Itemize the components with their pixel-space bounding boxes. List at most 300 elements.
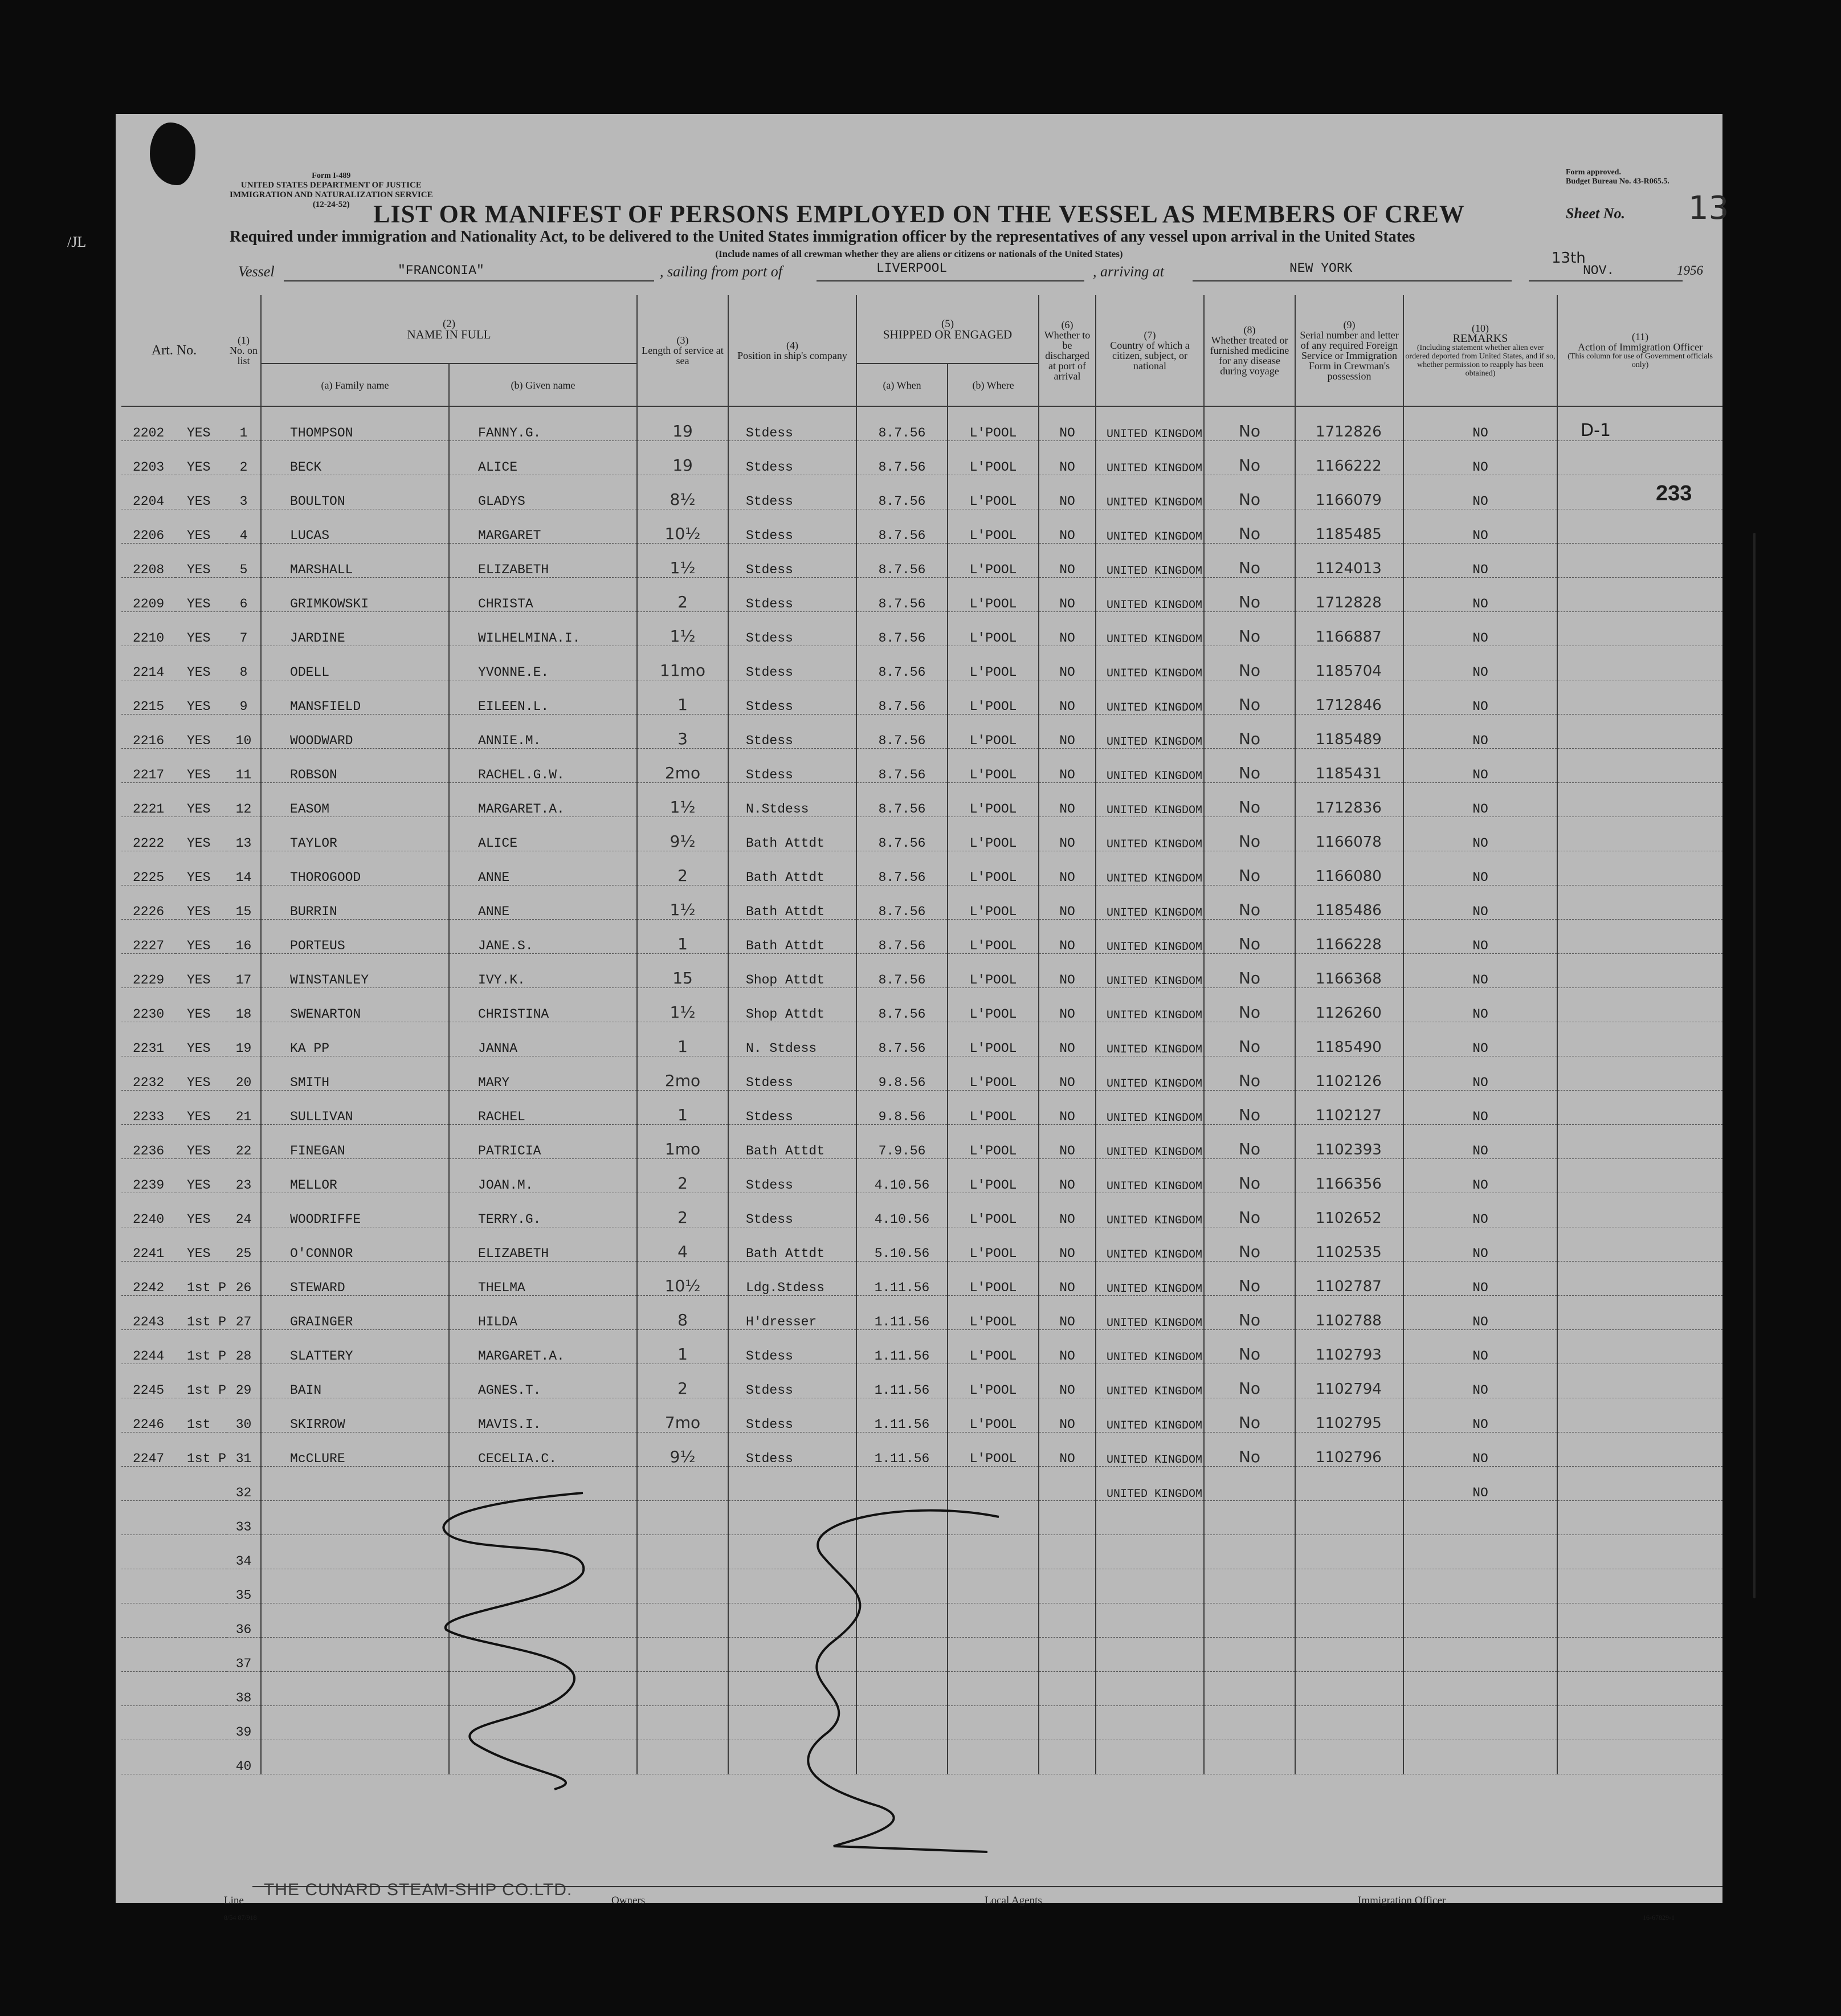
cell-medicine: No — [1204, 680, 1295, 715]
cell-country — [1096, 1672, 1204, 1706]
cell-no: 17 — [227, 954, 261, 988]
cell-service — [637, 1638, 728, 1672]
cell-action — [1557, 1706, 1722, 1740]
cell-country: UNITED KINGDOM — [1096, 1091, 1204, 1125]
cell-remarks: NO — [1403, 406, 1557, 441]
cell-art: 2202 — [121, 406, 175, 441]
table-row — [121, 954, 1722, 988]
cell-family: EASOM — [261, 783, 449, 817]
cell-flag: YES — [175, 851, 227, 885]
cell-country: UNITED KINGDOM — [1096, 578, 1204, 612]
cell-family: KA PP — [261, 1022, 449, 1056]
cell-art: 2244 — [121, 1330, 175, 1364]
cell-flag: YES — [175, 1125, 227, 1159]
cell-no: 12 — [227, 783, 261, 817]
cell-discharged — [1039, 1535, 1096, 1569]
cell-medicine — [1204, 1740, 1295, 1774]
cell-family: SLATTERY — [261, 1330, 449, 1364]
cell-art: 2221 — [121, 783, 175, 817]
cell-action — [1557, 1467, 1722, 1501]
cell-given: RACHEL.G.W. — [449, 749, 637, 783]
approved-line-1: Form approved. — [1566, 168, 1621, 177]
cell-no: 6 — [227, 578, 261, 612]
sheet-number-label: Sheet No. — [1566, 205, 1625, 222]
cell-service — [637, 1740, 728, 1774]
cell-remarks: NO — [1403, 680, 1557, 715]
cell-action — [1557, 1672, 1722, 1706]
cell-action: D-1 — [1557, 406, 1722, 441]
col10-header: (10) REMARKS (Including statement whether alien ever ordered deported from United States, and if so, whether permission to reapply has been obtained) — [1403, 295, 1557, 406]
cell-when: 1.11.56 — [856, 1296, 948, 1330]
cell-serial — [1295, 1501, 1403, 1535]
cell-flag: 1st — [175, 1398, 227, 1433]
cell-country: UNITED KINGDOM — [1096, 1056, 1204, 1091]
cell-discharged: NO — [1039, 1398, 1096, 1433]
cell-family: TAYLOR — [261, 817, 449, 851]
form-number: Form I-489 — [312, 172, 351, 180]
cell-when: 8.7.56 — [856, 715, 948, 749]
cell-where: L'POOL — [948, 612, 1039, 646]
cell-art: 2247 — [121, 1433, 175, 1467]
approved-line-2: Budget Bureau No. 43-R065.5. — [1566, 177, 1669, 186]
cell-service: 4 — [637, 1227, 728, 1262]
cell-service: 1 — [637, 1330, 728, 1364]
vessel-label: Vessel — [238, 263, 275, 280]
cell-given: HILDA — [449, 1296, 637, 1330]
cell-family: FINEGAN — [261, 1125, 449, 1159]
cell-remarks: NO — [1403, 475, 1557, 509]
cell-country: UNITED KINGDOM — [1096, 509, 1204, 544]
cell-action — [1557, 1056, 1722, 1091]
cell-flag — [175, 1535, 227, 1569]
cell-when: 9.8.56 — [856, 1091, 948, 1125]
cell-serial: 1102794 — [1295, 1364, 1403, 1398]
cell-remarks: NO — [1403, 749, 1557, 783]
local-agents-label: Local Agents — [985, 1895, 1042, 1907]
cell-remarks — [1403, 1740, 1557, 1774]
cell-serial — [1295, 1603, 1403, 1638]
print-code-right: 16-67829-1 — [1643, 1913, 1675, 1921]
cell-art: 2241 — [121, 1227, 175, 1262]
cell-medicine: No — [1204, 1159, 1295, 1193]
cell-medicine: No — [1204, 1022, 1295, 1056]
cell-service — [637, 1603, 728, 1638]
cell-where: L'POOL — [948, 1296, 1039, 1330]
cell-action — [1557, 920, 1722, 954]
approval-block — [1566, 168, 1669, 186]
cell-art — [121, 1740, 175, 1774]
cell-when: 8.7.56 — [856, 578, 948, 612]
cell-remarks — [1403, 1569, 1557, 1603]
cell-no: 21 — [227, 1091, 261, 1125]
cell-medicine: No — [1204, 783, 1295, 817]
cell-serial: 1185485 — [1295, 509, 1403, 544]
include-note: (Include names of all crewman whether they are aliens or citizens or nationals of the United States) — [715, 248, 1123, 259]
cell-position: Stdess — [728, 749, 856, 783]
cell-no: 5 — [227, 544, 261, 578]
cell-when: 8.7.56 — [856, 509, 948, 544]
cell-serial — [1295, 1740, 1403, 1774]
cell-discharged: NO — [1039, 749, 1096, 783]
cell-where: L'POOL — [948, 1159, 1039, 1193]
cell-flag — [175, 1501, 227, 1535]
cell-country — [1096, 1706, 1204, 1740]
cell-country: UNITED KINGDOM — [1096, 1433, 1204, 1467]
cell-serial: 1712836 — [1295, 783, 1403, 817]
cell-remarks: NO — [1403, 920, 1557, 954]
cell-action — [1557, 1262, 1722, 1296]
cell-given: JOAN.M. — [449, 1159, 637, 1193]
cell-country: UNITED KINGDOM — [1096, 1398, 1204, 1433]
cell-action — [1557, 1227, 1722, 1262]
cell-position: Bath Attdt — [728, 817, 856, 851]
cell-position: Stdess — [728, 646, 856, 680]
cell-medicine: No — [1204, 1364, 1295, 1398]
cell-discharged: NO — [1039, 406, 1096, 441]
cell-family: BECK — [261, 441, 449, 475]
cell-country — [1096, 1501, 1204, 1535]
cell-service: 19 — [637, 441, 728, 475]
cell-remarks: NO — [1403, 851, 1557, 885]
cell-where: L'POOL — [948, 920, 1039, 954]
cell-medicine — [1204, 1706, 1295, 1740]
cell-art: 2236 — [121, 1125, 175, 1159]
cell-country: UNITED KINGDOM — [1096, 954, 1204, 988]
table-row — [121, 817, 1722, 851]
cell-service — [637, 1672, 728, 1706]
print-code-left: 8/54 87/918 — [224, 1913, 257, 1921]
cell-discharged — [1039, 1569, 1096, 1603]
cell-serial: 1126260 — [1295, 988, 1403, 1022]
arrival-month: NOV. — [1583, 263, 1615, 278]
cell-service: 1 — [637, 1091, 728, 1125]
sheet-number-value: 13 — [1688, 190, 1729, 227]
cell-medicine: No — [1204, 1193, 1295, 1227]
cell-remarks: NO — [1403, 1227, 1557, 1262]
cell-medicine: No — [1204, 406, 1295, 441]
cell-flag — [175, 1638, 227, 1672]
cell-given: WILHELMINA.I. — [449, 612, 637, 646]
cell-service: 19 — [637, 406, 728, 441]
cell-discharged: NO — [1039, 715, 1096, 749]
cell-when: 8.7.56 — [856, 817, 948, 851]
cell-family: BOULTON — [261, 475, 449, 509]
cell-flag: YES — [175, 817, 227, 851]
cell-action — [1557, 680, 1722, 715]
cell-no: 22 — [227, 1125, 261, 1159]
cell-where: L'POOL — [948, 1056, 1039, 1091]
cell-flag: 1st P — [175, 1330, 227, 1364]
cell-art — [121, 1603, 175, 1638]
cell-remarks: NO — [1403, 1296, 1557, 1330]
cell-no: 19 — [227, 1022, 261, 1056]
cell-discharged: NO — [1039, 988, 1096, 1022]
agency-line-2: IMMIGRATION AND NATURALIZATION SERVICE — [230, 190, 433, 199]
cell-position: Stdess — [728, 680, 856, 715]
cell-action — [1557, 1638, 1722, 1672]
cell-remarks: NO — [1403, 954, 1557, 988]
cell-where: L'POOL — [948, 544, 1039, 578]
cell-flag: YES — [175, 475, 227, 509]
cell-serial: 1166887 — [1295, 612, 1403, 646]
cell-remarks: NO — [1403, 578, 1557, 612]
table-row — [121, 475, 1722, 509]
cell-country: UNITED KINGDOM — [1096, 612, 1204, 646]
cell-discharged: NO — [1039, 1262, 1096, 1296]
cell-family: BAIN — [261, 1364, 449, 1398]
cell-action — [1557, 988, 1722, 1022]
cell-art: 2206 — [121, 509, 175, 544]
line-label: Line — [224, 1895, 244, 1907]
cell-when: 5.10.56 — [856, 1227, 948, 1262]
cell-art: 2245 — [121, 1364, 175, 1398]
cell-service: 2mo — [637, 1056, 728, 1091]
cell-action — [1557, 544, 1722, 578]
cell-flag: YES — [175, 1022, 227, 1056]
cell-action — [1557, 1193, 1722, 1227]
table-row — [121, 1364, 1722, 1398]
cell-art — [121, 1706, 175, 1740]
cell-flag: YES — [175, 885, 227, 920]
cell-medicine: No — [1204, 646, 1295, 680]
document-subtitle: Required under immigration and Nationality Act, to be delivered to the United States immigration officer by the representatives of any vessel upon arrival in the United States — [230, 228, 1415, 246]
cell-when: 4.10.56 — [856, 1159, 948, 1193]
cell-family: LUCAS — [261, 509, 449, 544]
cell-country: UNITED KINGDOM — [1096, 1022, 1204, 1056]
form-date: (12-24-52) — [312, 200, 350, 209]
cell-remarks — [1403, 1603, 1557, 1638]
cell-remarks: NO — [1403, 1125, 1557, 1159]
table-row — [121, 441, 1722, 475]
cell-when: 8.7.56 — [856, 885, 948, 920]
cell-no: 33 — [227, 1501, 261, 1535]
cell-flag: YES — [175, 406, 227, 441]
cell-country — [1096, 1638, 1204, 1672]
cell-medicine: No — [1204, 1056, 1295, 1091]
cell-where: L'POOL — [948, 851, 1039, 885]
cell-no: 40 — [227, 1740, 261, 1774]
table-row — [121, 1159, 1722, 1193]
cell-when: 8.7.56 — [856, 475, 948, 509]
cell-when: 8.7.56 — [856, 441, 948, 475]
cell-serial: 1124013 — [1295, 544, 1403, 578]
cell-discharged: NO — [1039, 1296, 1096, 1330]
cell-art — [121, 1501, 175, 1535]
cell-flag — [175, 1706, 227, 1740]
cell-family — [261, 1672, 449, 1706]
cell-where: L'POOL — [948, 1262, 1039, 1296]
table-row — [121, 1296, 1722, 1330]
cell-serial: 1102393 — [1295, 1125, 1403, 1159]
cell-where: L'POOL — [948, 646, 1039, 680]
cell-serial: 1185489 — [1295, 715, 1403, 749]
cell-serial: 1166080 — [1295, 851, 1403, 885]
cell-action — [1557, 885, 1722, 920]
cell-serial: 1102535 — [1295, 1227, 1403, 1262]
cell-country: UNITED KINGDOM — [1096, 1227, 1204, 1262]
cell-country: UNITED KINGDOM — [1096, 817, 1204, 851]
cell-action — [1557, 1296, 1722, 1330]
cell-flag — [175, 1740, 227, 1774]
cell-flag: 1st P — [175, 1262, 227, 1296]
cell-no: 38 — [227, 1672, 261, 1706]
cell-serial: 1102126 — [1295, 1056, 1403, 1091]
initials-mark: /JL — [67, 234, 87, 250]
cell-flag — [175, 1569, 227, 1603]
cell-art: 2216 — [121, 715, 175, 749]
cell-service: 1 — [637, 680, 728, 715]
cell-service: 2 — [637, 1193, 728, 1227]
cell-serial: 1185486 — [1295, 885, 1403, 920]
table-row — [121, 509, 1722, 544]
cell-no: 35 — [227, 1569, 261, 1603]
cell-medicine — [1204, 1501, 1295, 1535]
cell-discharged — [1039, 1603, 1096, 1638]
cell-country — [1096, 1569, 1204, 1603]
cell-no: 9 — [227, 680, 261, 715]
cell-family — [261, 1501, 449, 1535]
cell-country: UNITED KINGDOM — [1096, 1159, 1204, 1193]
cell-remarks — [1403, 1672, 1557, 1706]
cell-serial: 1166368 — [1295, 954, 1403, 988]
cell-remarks: NO — [1403, 612, 1557, 646]
cell-remarks: NO — [1403, 646, 1557, 680]
cell-family: SULLIVAN — [261, 1091, 449, 1125]
cell-flag: YES — [175, 954, 227, 988]
cell-where: L'POOL — [948, 406, 1039, 441]
col1-header: (1) No. on list — [227, 295, 261, 406]
cell-service: 1 — [637, 1022, 728, 1056]
cell-position: N. Stdess — [728, 1022, 856, 1056]
cell-where: L'POOL — [948, 1227, 1039, 1262]
owners-label: Owners — [611, 1895, 646, 1907]
cell-action — [1557, 1398, 1722, 1433]
cell-service — [637, 1501, 728, 1535]
table-row — [121, 783, 1722, 817]
table-row — [121, 680, 1722, 715]
cell-family: SWENARTON — [261, 988, 449, 1022]
cell-service: 1½ — [637, 612, 728, 646]
cell-family: O'CONNOR — [261, 1227, 449, 1262]
cell-action — [1557, 715, 1722, 749]
cell-given: GLADYS — [449, 475, 637, 509]
table-row — [121, 1056, 1722, 1091]
cell-discharged: NO — [1039, 544, 1096, 578]
manifest-sheet — [67, 114, 1729, 1921]
cell-country: UNITED KINGDOM — [1096, 749, 1204, 783]
cell-remarks: NO — [1403, 1364, 1557, 1398]
table-row — [121, 1433, 1722, 1467]
cell-position: Stdess — [728, 441, 856, 475]
cell-medicine — [1204, 1603, 1295, 1638]
cell-action — [1557, 1159, 1722, 1193]
cell-serial: 1712826 — [1295, 406, 1403, 441]
cell-family — [261, 1706, 449, 1740]
cell-action — [1557, 1603, 1722, 1638]
cell-flag: YES — [175, 715, 227, 749]
cell-discharged: NO — [1039, 1227, 1096, 1262]
cell-where: L'POOL — [948, 578, 1039, 612]
cell-serial: 1102788 — [1295, 1296, 1403, 1330]
cell-position: Stdess — [728, 612, 856, 646]
cell-country: UNITED KINGDOM — [1096, 715, 1204, 749]
cell-family: WOODWARD — [261, 715, 449, 749]
cell-position: N.Stdess — [728, 783, 856, 817]
cell-position: Bath Attdt — [728, 851, 856, 885]
cell-medicine — [1204, 1535, 1295, 1569]
cell-when: 8.7.56 — [856, 749, 948, 783]
cell-remarks — [1403, 1535, 1557, 1569]
cell-serial — [1295, 1467, 1403, 1501]
table-row — [121, 612, 1722, 646]
cell-service — [637, 1706, 728, 1740]
cell-flag: YES — [175, 783, 227, 817]
cell-service: 3 — [637, 715, 728, 749]
cell-family: MELLOR — [261, 1159, 449, 1193]
cell-country: UNITED KINGDOM — [1096, 1296, 1204, 1330]
cell-given: JANE.S. — [449, 920, 637, 954]
cell-given: ALICE — [449, 817, 637, 851]
cell-action — [1557, 954, 1722, 988]
col8-header: (8) Whether treated or furnished medicine for any disease during voyage — [1204, 295, 1295, 406]
cell-serial: 1166356 — [1295, 1159, 1403, 1193]
cell-service: 8½ — [637, 475, 728, 509]
col3-header: (3) Length of service at sea — [637, 295, 728, 406]
cell-remarks: NO — [1403, 1262, 1557, 1296]
cell-family: PORTEUS — [261, 920, 449, 954]
cell-serial: 1166222 — [1295, 441, 1403, 475]
cell-position: Shop Attdt — [728, 988, 856, 1022]
cell-given: THELMA — [449, 1262, 637, 1296]
cell-position: Bath Attdt — [728, 920, 856, 954]
cell-remarks: NO — [1403, 544, 1557, 578]
cell-service: 11mo — [637, 646, 728, 680]
company-stamp: THE CUNARD STEAM-SHIP CO.LTD. — [264, 1880, 573, 1899]
cell-flag: YES — [175, 1091, 227, 1125]
cell-given: ELIZABETH — [449, 544, 637, 578]
cell-flag: 1st P — [175, 1296, 227, 1330]
given-name-header: (b) Given name — [449, 364, 637, 406]
cell-discharged — [1039, 1740, 1096, 1774]
cell-medicine: No — [1204, 988, 1295, 1022]
cell-discharged: NO — [1039, 1091, 1096, 1125]
cell-action — [1557, 1364, 1722, 1398]
cell-service: 9½ — [637, 1433, 728, 1467]
arriving-label: , arriving at — [1093, 263, 1164, 280]
cell-service: 1½ — [637, 988, 728, 1022]
cell-action — [1557, 783, 1722, 817]
cell-action — [1557, 1535, 1722, 1569]
cell-no: 15 — [227, 885, 261, 920]
cell-medicine: No — [1204, 1227, 1295, 1262]
cell-remarks: NO — [1403, 1091, 1557, 1125]
cell-service: 10½ — [637, 509, 728, 544]
cell-country: UNITED KINGDOM — [1096, 441, 1204, 475]
arrival-year: 1956 — [1677, 263, 1703, 277]
cell-remarks: NO — [1403, 1330, 1557, 1364]
cell-discharged — [1039, 1467, 1096, 1501]
cell-serial: 1102652 — [1295, 1193, 1403, 1227]
vessel-name: "FRANCONIA" — [398, 263, 484, 278]
cell-art: 2229 — [121, 954, 175, 988]
cell-when: 9.8.56 — [856, 1056, 948, 1091]
cell-serial: 1185704 — [1295, 646, 1403, 680]
cell-no: 4 — [227, 509, 261, 544]
cell-serial — [1295, 1638, 1403, 1672]
cell-art: 2232 — [121, 1056, 175, 1091]
cell-given: FANNY.G. — [449, 406, 637, 441]
vertical-check-line — [1753, 533, 1756, 1598]
